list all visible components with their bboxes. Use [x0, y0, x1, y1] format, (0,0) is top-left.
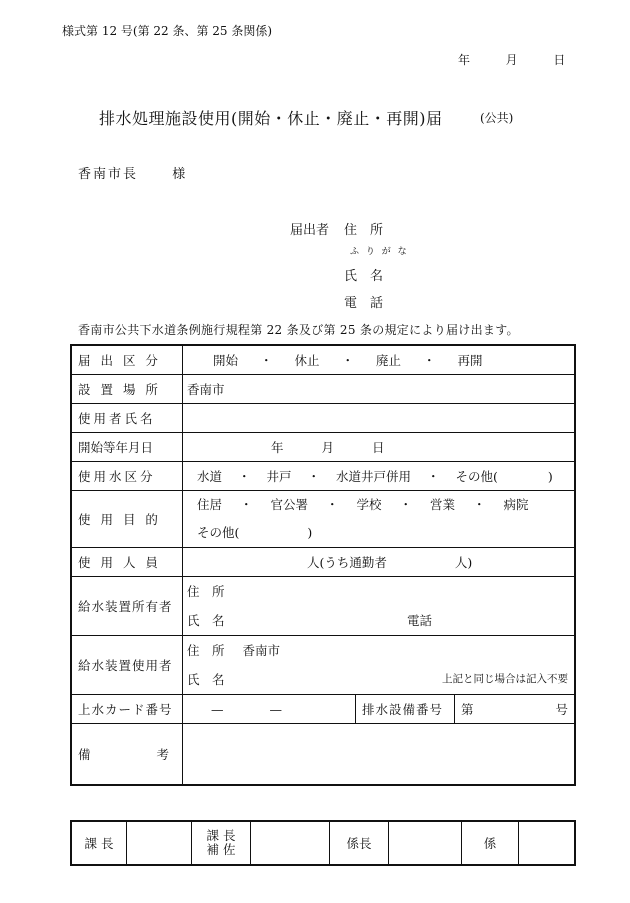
stamp-hosa-line-1: 課 長 [206, 828, 236, 843]
option-tap-water[interactable]: 水道 [197, 469, 223, 484]
option-combined[interactable]: 水道井戸併用 [336, 469, 412, 484]
users-count-label: 人(うち通勤者 [307, 555, 387, 570]
title-suffix: (公共) [480, 111, 514, 125]
water-type-label: 使用水区分 [71, 462, 183, 491]
separator-dot: ・ [423, 353, 436, 368]
notification-type-label: 届 出 区 分 [71, 345, 183, 375]
row-start-date [71, 433, 575, 462]
separator-dot: ・ [240, 497, 253, 512]
owner-label: 給水装置所有者 [71, 577, 183, 636]
date-day: 日 [553, 53, 566, 67]
device-user-note: 上記と同じ場合は記入不要 [442, 673, 568, 685]
purpose-label: 使 用 目 的 [71, 491, 183, 548]
stamp-kacho-box[interactable] [127, 821, 192, 865]
start-date-label: 開始等年月日 [71, 433, 183, 462]
addressee-name: 香南市長 [78, 167, 139, 182]
row-users [71, 548, 575, 577]
option-business[interactable]: 営業 [430, 497, 456, 512]
separator-dot: ・ [473, 497, 486, 512]
option-start[interactable]: 開始 [213, 353, 239, 368]
date-year: 年 [458, 53, 471, 67]
card-cells [183, 695, 576, 724]
row-purpose [71, 491, 575, 548]
row-owner [71, 577, 575, 636]
option-residence[interactable]: 住居 [197, 497, 223, 512]
owner-name[interactable]: 氏 名 [187, 613, 225, 628]
stamp-hosa-line-2: 補 佐 [206, 842, 236, 857]
owner-address[interactable]: 住 所 [187, 584, 225, 599]
date-line [458, 51, 565, 68]
location-field[interactable]: 香南市 [183, 375, 576, 404]
option-other-close: ) [547, 469, 553, 484]
users-commuter-unit: 人) [454, 555, 473, 570]
stamp-hosa-box[interactable] [251, 821, 330, 865]
remarks-field[interactable] [183, 724, 576, 786]
separator-dot: ・ [326, 497, 339, 512]
addressee-honorific: 様 [172, 167, 186, 182]
device-user-label: 給水装置使用者 [71, 636, 183, 695]
users-label: 使 用 人 員 [71, 548, 183, 577]
notification-type-options[interactable] [183, 345, 576, 375]
start-date-field[interactable] [183, 433, 576, 462]
facility-dai: 第 [461, 702, 474, 717]
card-label: 上水カード番号 [71, 695, 183, 724]
separator-dot: ・ [238, 469, 251, 484]
stamp-hosa-label [192, 821, 251, 865]
applicant-phone-label: 電 話 [344, 296, 384, 311]
card-number-field[interactable] [183, 695, 356, 723]
row-water-type [71, 462, 575, 491]
location-label: 設 置 場 所 [71, 375, 183, 404]
option-well[interactable]: 井戸 [266, 469, 292, 484]
owner-phone[interactable]: 電話 [407, 613, 433, 628]
separator-dot: ・ [260, 353, 273, 368]
application-table [70, 344, 576, 786]
separator-dot: ・ [399, 497, 413, 512]
option-school[interactable]: 学校 [356, 497, 382, 512]
option-hospital[interactable]: 病院 [503, 497, 529, 512]
stamp-kakaricho-box[interactable] [389, 821, 462, 865]
stamp-kacho-label: 課 長 [71, 821, 127, 865]
row-notification-type [71, 345, 575, 375]
applicant-furigana-label: ふ り が な [350, 247, 409, 257]
row-user-name [71, 404, 575, 433]
separator-dot: ・ [307, 469, 321, 484]
stamp-kakari-box[interactable] [519, 821, 576, 865]
start-date-year: 年 [271, 440, 284, 455]
owner-field[interactable] [183, 577, 576, 636]
start-date-month: 月 [321, 440, 334, 455]
users-field[interactable] [183, 548, 576, 577]
device-user-name[interactable]: 氏 名 [187, 672, 225, 687]
option-abolish[interactable]: 廃止 [376, 353, 402, 368]
option-purpose-other[interactable]: その他( [197, 525, 240, 540]
page-title: 排水処理施設使用(開始・休止・廃止・再開)届 [99, 109, 443, 128]
purpose-options[interactable] [183, 491, 576, 548]
addressee [78, 163, 185, 182]
row-location [71, 375, 575, 404]
purpose-other-close: ) [307, 525, 313, 540]
start-date-day: 日 [371, 440, 385, 455]
option-resume[interactable]: 再開 [457, 353, 483, 368]
facility-go: 号 [555, 702, 568, 717]
remarks-label [71, 724, 183, 786]
approval-stamp-table [70, 820, 576, 866]
facility-number-label: 排水設備番号 [356, 695, 455, 723]
stamp-kakari-label: 係 [462, 821, 519, 865]
water-type-options[interactable] [183, 462, 576, 491]
device-user-field[interactable] [183, 636, 576, 695]
device-user-city: 香南市 [242, 643, 281, 658]
row-device-user [71, 636, 575, 695]
option-suspend[interactable]: 休止 [294, 353, 320, 368]
card-dash-2: — [269, 701, 282, 717]
separator-dot: ・ [341, 353, 355, 368]
card-dash-1: — [211, 701, 224, 717]
stamp-kakaricho-label: 係長 [330, 821, 389, 865]
option-government[interactable]: 官公署 [270, 497, 309, 512]
row-remarks [71, 724, 575, 786]
facility-number-field[interactable] [455, 695, 575, 723]
applicant-label: 届出者 [290, 223, 330, 238]
form-number: 様式第 12 号(第 22 条、第 25 条関係) [62, 24, 273, 38]
row-card [71, 695, 575, 724]
remarks-label-2: 考 [156, 747, 172, 762]
option-other[interactable]: その他( [455, 469, 498, 484]
device-user-address[interactable]: 住 所 [187, 643, 225, 658]
remarks-label-1: 備 [78, 747, 94, 762]
applicant-address-label: 住 所 [344, 223, 384, 238]
applicant-name-label: 氏 名 [344, 269, 384, 284]
user-name-label: 使用者氏名 [71, 404, 183, 433]
separator-dot: ・ [427, 469, 440, 484]
statement: 香南市公共下水道条例施行規程第 22 条及び第 25 条の規定により届け出ます。 [78, 323, 519, 337]
user-name-field[interactable] [183, 404, 576, 433]
date-month: 月 [505, 53, 518, 67]
